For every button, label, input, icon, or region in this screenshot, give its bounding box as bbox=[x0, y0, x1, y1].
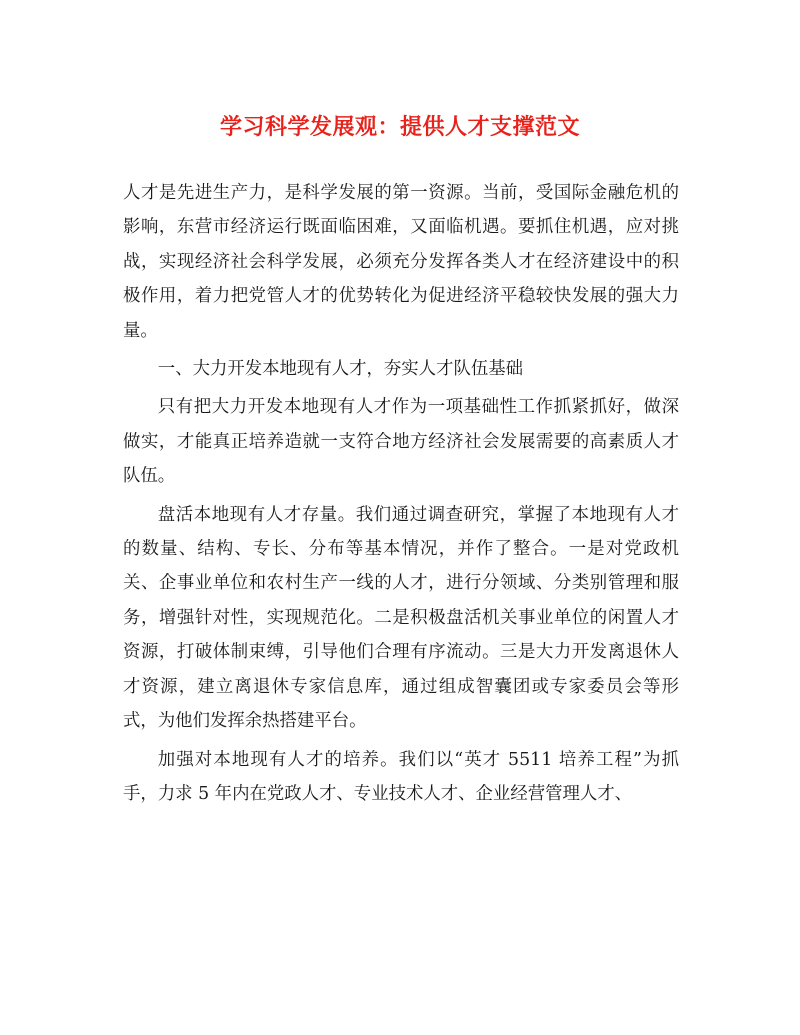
paragraph-training: 加强对本地现有人才的培养。我们以“英才 5511 培养工程”为抓手，力求 5 年内在党政人才、专业技术人才、企业经营管理人才、 bbox=[123, 749, 679, 804]
document-body bbox=[123, 176, 679, 815]
section-heading-1: 一、大力开发本地现有人才，夯实人才队伍基础 bbox=[157, 359, 524, 380]
document-title: 学习科学发展观：提供人才支撑范文 bbox=[219, 114, 580, 140]
paragraph-section-1-intro: 只有把大力开发本地现有人才作为一项基础性工作抓紧抓好，做深做实，才能真正培养造就一支符合地方经济社会发展需要的高素质人才队伍。 bbox=[123, 397, 679, 487]
paragraph-intro: 人才是先进生产力，是科学发展的第一资源。当前，受国际金融危机的影响，东营市经济运行既面临困难，又面临机遇。要抓住机遇，应对挑战，实现经济社会科学发展，必须充分发挥各类人才在经济建设中的积极作用，着力把党管人才的优势转化为促进经济平稳较快发展的强大力量。 bbox=[123, 183, 679, 341]
paragraph-stock: 盘活本地现有人才存量。我们通过调查研究，掌握了本地现有人才的数量、结构、专长、分布等基本情况，并作了整合。一是对党政机关、企事业单位和农村生产一线的人才，进行分领域、分类别管理和服务，增强针对性，实现规范化。二是积极盘活机关事业单位的闲置人才资源，打破体制束缚，引导他们合理有序流动。三是大力开发离退休人才资源，建立离退休专家信息库，通过组成智囊团或专家委员会等形式，为他们发挥余热搭建平台。 bbox=[123, 504, 679, 732]
